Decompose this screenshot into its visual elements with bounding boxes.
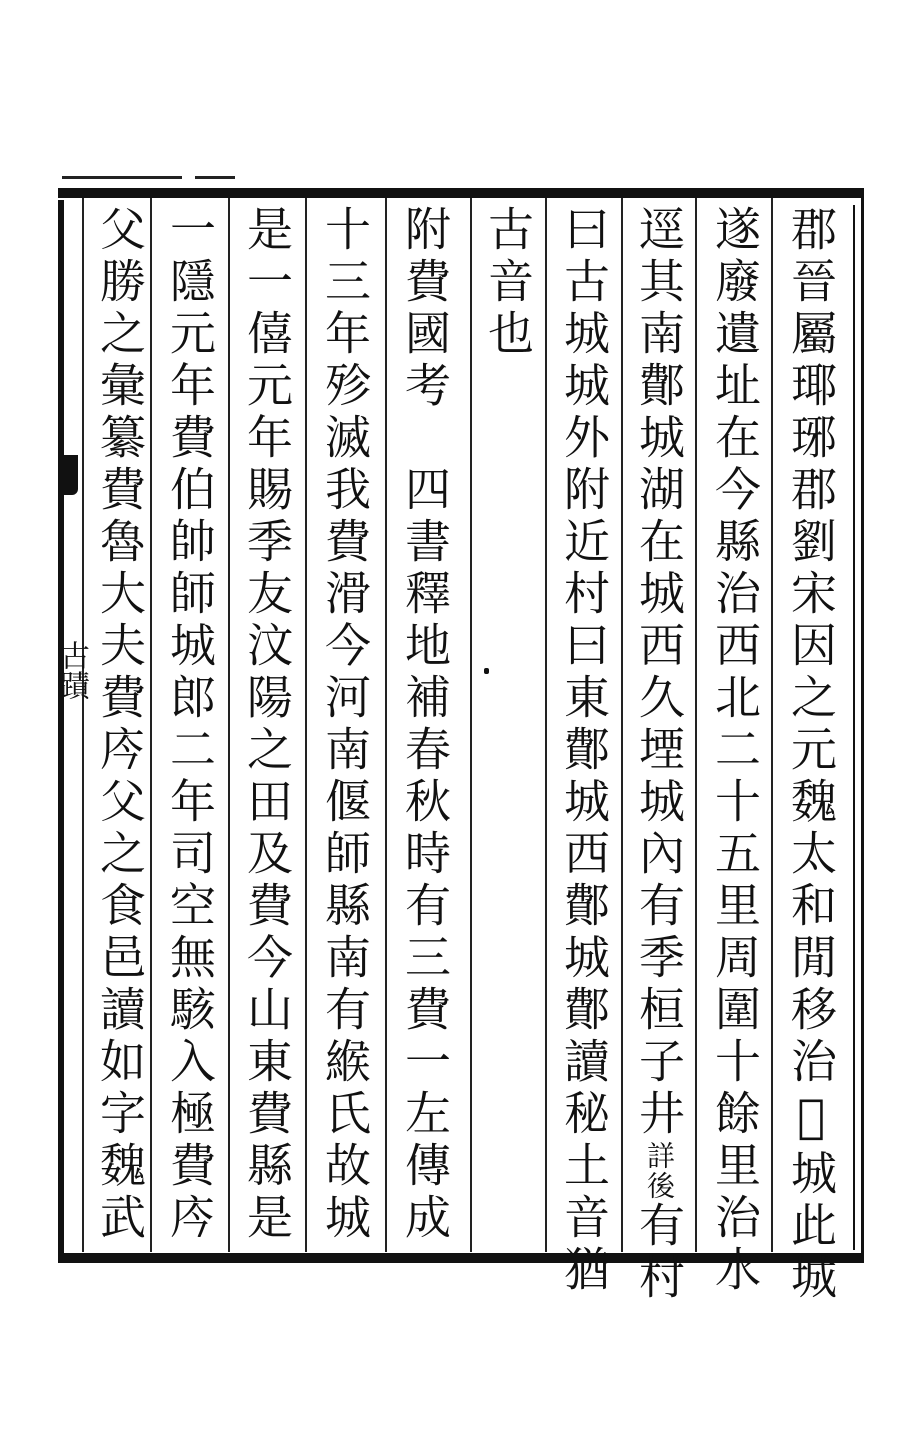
text-column-7 <box>313 205 377 1250</box>
page-margin <box>54 205 89 1250</box>
column-text: 一隱元年費伯帥師城郎二年司空無駭入極費庈 <box>163 205 217 1245</box>
interlinear-note: 詳後 <box>643 1141 676 1201</box>
text-column-5 <box>476 205 540 1250</box>
column-rule <box>545 198 547 1252</box>
text-column-1 <box>779 205 843 1305</box>
fold-mark <box>62 176 182 179</box>
frame-inner-rule <box>853 205 855 1250</box>
column-text: 是一僖元年賜季友汶陽之田及費今山東費縣是 <box>240 205 294 1245</box>
column-text: 附費國考 四書釋地補春秋時有三費一左傳成 <box>398 205 452 1245</box>
column-rule <box>771 198 773 1252</box>
column-rule <box>621 198 623 1252</box>
column-text: 郡晉屬瑘琊郡劉宋因之元魏太和閒移治𦲨城此城 <box>784 205 838 1305</box>
fishtail-mark <box>58 455 78 495</box>
column-text: 逕其南鄪城湖在城西久堙城內有季桓子井 <box>632 205 686 1141</box>
column-text: 父勝之彙纂費魯大夫費庈父之食邑讀如字魏武 <box>93 205 147 1245</box>
text-column-3 <box>627 205 691 1305</box>
column-text: 十三年殄滅我費滑今河南偃師縣南有緱氏故城 <box>318 205 372 1245</box>
column-text: 古音也 <box>481 205 535 361</box>
column-rule <box>695 198 697 1252</box>
fold-mark <box>195 176 235 179</box>
column-rule <box>385 198 387 1252</box>
column-rule <box>305 198 307 1252</box>
text-column-10 <box>88 205 152 1250</box>
ink-speck <box>484 668 489 674</box>
column-text: 遂廢遺址在今縣治西北二十五里周圍十餘里治水 <box>708 205 762 1297</box>
column-rule <box>228 198 230 1252</box>
column-rule <box>470 198 472 1252</box>
text-column-6 <box>393 205 457 1250</box>
text-column-9 <box>158 205 222 1250</box>
text-column-8 <box>235 205 299 1250</box>
text-column-4 <box>552 205 616 1297</box>
text-column-2 <box>703 205 767 1297</box>
column-text-tail: 有村 <box>632 1201 686 1305</box>
margin-label: 古蹟 <box>54 640 89 700</box>
column-text: 曰古城城外附近村曰東鄪城西鄪城鄪讀秘土音猶 <box>557 205 611 1297</box>
